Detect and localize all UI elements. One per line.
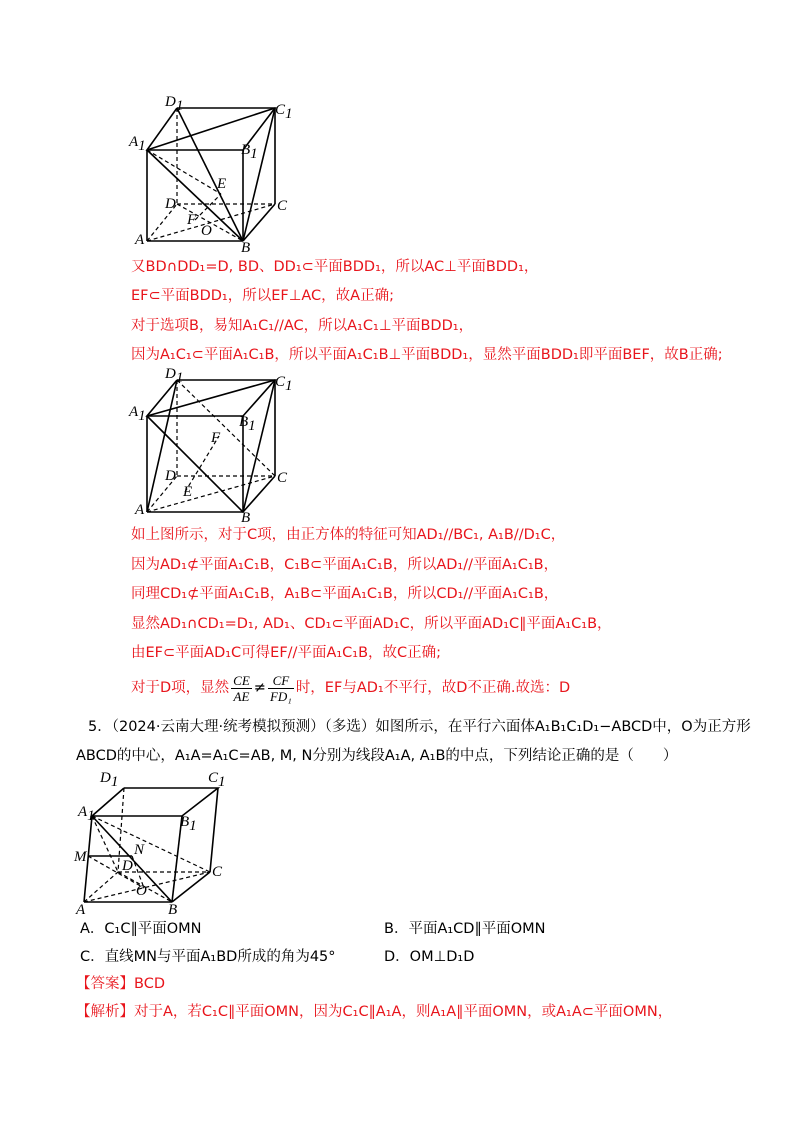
solution-line: 因为AD₁⊄平面A₁C₁B，C₁B⊂平面A₁C₁B，所以AD₁//平面A₁C₁B， (131, 557, 559, 573)
text: 对于D项，显然 (131, 680, 230, 696)
label-c: C (212, 864, 223, 880)
label-b: B (241, 240, 251, 252)
label-b: B (241, 510, 251, 524)
label-d: D (165, 468, 176, 484)
label-m: M (74, 849, 87, 865)
label-b: B (168, 902, 178, 916)
analysis-line (76, 1001, 672, 1023)
label-a: A (135, 502, 145, 518)
label-a: A (76, 902, 86, 916)
label-c: C (277, 470, 288, 486)
solution-line: 显然AD₁∩CD₁=D₁, AD₁、CD₁⊂平面AD₁C，所以平面AD₁C∥平面A₁C₁B， (131, 616, 612, 632)
label-d: D (165, 196, 176, 212)
option-d: D．OM⊥D₁D (384, 949, 475, 965)
option-a: A．C₁C∥平面OMN (80, 921, 202, 937)
question-line: ABCD的中心，A₁A=A₁C=AB, M, N分别为线段A₁A, A₁B的中点，下列结论正确的是（ ） (76, 748, 678, 764)
label-f: F (211, 430, 221, 446)
solution-line: 如上图所示，对于C项，由正方体的特征可知AD₁//BC₁, A₁B//D₁C， (131, 527, 566, 543)
label-c1: C1 (275, 102, 293, 122)
label-d1: D1 (165, 366, 184, 386)
neq-sign: ≠ (253, 680, 266, 696)
label-o: O (136, 883, 147, 899)
label-a1: A1 (78, 804, 95, 824)
label-d1: D1 (100, 770, 119, 790)
label-f: F (187, 212, 197, 228)
cube-figure-2 (125, 364, 305, 524)
answer-line (76, 973, 165, 995)
label-d1: D1 (165, 94, 184, 114)
solution-line: EF⊂平面BDD₁，所以EF⊥AC，故A正确; (131, 288, 394, 304)
solution-line: 对于选项B，易知A₁C₁//AC，所以A₁C₁⊥平面BDD₁， (131, 318, 474, 334)
fraction-ce-ae: $\frac{CE}{AE}$ (233, 672, 250, 704)
cube-figure-1 (125, 92, 305, 252)
label-o: O (201, 223, 212, 239)
analysis-label: 【解析】 (76, 1004, 134, 1020)
solution-line: 同理CD₁⊄平面A₁C₁B，A₁B⊂平面A₁C₁B，所以CD₁//平面A₁C₁B， (131, 586, 559, 602)
question-line: 5．（2024·云南大理·统考模拟预测）（多选）如图所示，在平行六面体A₁B₁C₁D₁−ABCD中，O为正方形 (88, 719, 751, 735)
text: 时，EF与AD₁不平行，故D不正确.故选：D (295, 680, 571, 696)
option-b: B．平面A₁CD∥平面OMN (384, 921, 546, 937)
label-b1: B1 (239, 414, 256, 434)
label-c: C (277, 198, 288, 214)
solution-line: 因为A₁C₁⊂平面A₁C₁B，所以平面A₁C₁B⊥平面BDD₁，显然平面BDD₁即平面BEF，故B正确; (131, 347, 723, 363)
label-b1: B1 (180, 814, 197, 834)
label-e: E (217, 176, 227, 192)
label-b1: B1 (241, 142, 258, 162)
answer-value: BCD (134, 976, 165, 992)
label-a1: A1 (129, 134, 146, 154)
label-c1: C1 (275, 374, 293, 394)
option-c: C．直线MN与平面A₁BD所成的角为45° (80, 949, 336, 965)
label-n: N (134, 842, 145, 858)
solution-line: 由EF⊂平面AD₁C可得EF//平面A₁C₁B，故C正确; (131, 645, 442, 661)
solution-line-d (131, 666, 570, 710)
answer-label: 【答案】 (76, 976, 134, 992)
analysis-text: 对于A，若C₁C∥平面OMN，因为C₁C∥A₁A，则A₁A∥平面OMN，或A₁A⊂平面OMN， (134, 1004, 673, 1020)
label-a: A (135, 232, 145, 248)
fraction-cf-fd1: $\frac{CF}{\text{FD₁}}$ (269, 672, 292, 704)
label-e: E (183, 484, 193, 500)
solution-line: 又BD∩DD₁=D, BD、DD₁⊂平面BDD₁，所以AC⊥平面BDD₁， (131, 259, 539, 275)
label-a1: A1 (129, 404, 146, 424)
parallelepiped-figure (72, 768, 252, 916)
label-c1: C1 (208, 770, 226, 790)
label-d: D (122, 858, 133, 874)
